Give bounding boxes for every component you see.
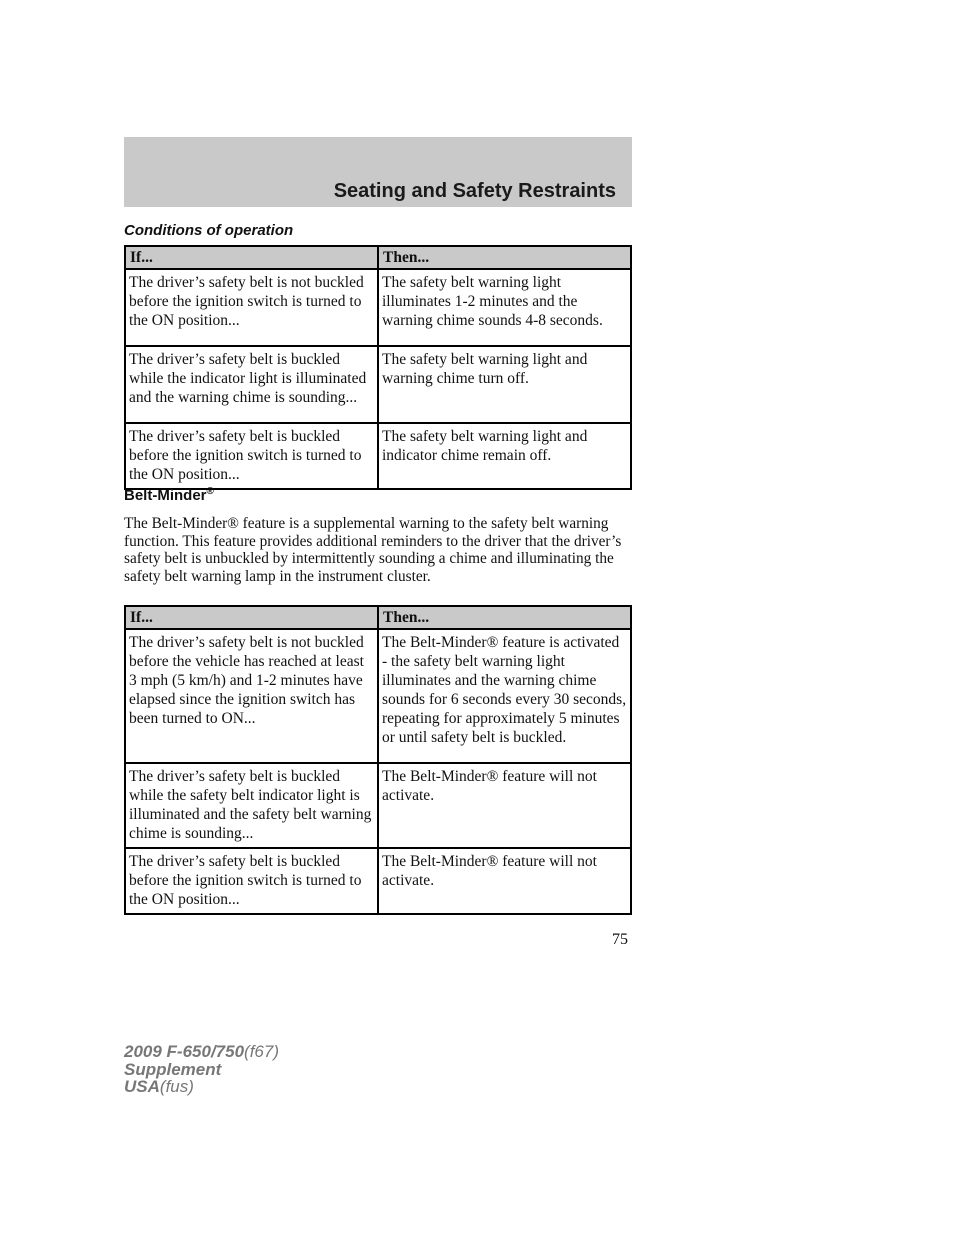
- table-row: [125, 848, 631, 914]
- belt-minder-heading: [124, 487, 214, 504]
- column-header-if: If...: [125, 246, 378, 269]
- footer-model-code: (f67): [244, 1042, 280, 1061]
- column-header-then: Then...: [378, 246, 631, 269]
- belt-minder-description: The Belt-Minder® feature is a supplemental warning to the safety belt warning function. This feature provides additional reminders to the driver that the driver’s safety belt is unbuckled by intermittently sounding a chime and illuminating the safety belt warning lamp in the instrument cluster.: [124, 515, 622, 585]
- footer-market: USA: [124, 1077, 160, 1096]
- footer-line-model: [124, 1043, 279, 1061]
- result-cell: The safety belt warning light and indicator chime remain off.: [378, 423, 631, 489]
- footer-line-supplement: Supplement: [124, 1059, 222, 1079]
- condition-cell: The driver’s safety belt is buckled while the indicator light is illuminated and the warning chime is sounding...: [125, 346, 378, 423]
- column-header-if: If...: [125, 606, 378, 629]
- page-number: 75: [612, 931, 628, 948]
- condition-cell: The driver’s safety belt is not buckled before the ignition switch is turned to the ON position...: [125, 269, 378, 346]
- conditions-heading: Conditions of operation: [124, 222, 294, 239]
- condition-cell: The driver’s safety belt is buckled before the ignition switch is turned to the ON position...: [125, 848, 378, 914]
- result-cell: The safety belt warning light illuminates 1-2 minutes and the warning chime sounds 4-8 seconds.: [378, 269, 631, 346]
- column-header-then: Then...: [378, 606, 631, 629]
- footer-market-code: (fus): [159, 1077, 194, 1096]
- footer: [124, 1043, 279, 1096]
- belt-minder-table: [124, 605, 632, 915]
- table-row: [125, 346, 631, 423]
- condition-cell: The driver’s safety belt is buckled while the safety belt indicator light is illuminated and the safety belt warning chime is sounding...: [125, 763, 378, 848]
- table-header-row: [125, 606, 631, 629]
- belt-minder-heading-text: Belt-Minder: [124, 487, 207, 504]
- result-cell: The Belt-Minder® feature is activated - the safety belt warning light illuminates and the warning chime sounds for 6 seconds every 30 seconds, repeating for approximately 5 minutes or until safety belt is buckled.: [378, 629, 631, 763]
- condition-cell: The driver’s safety belt is not buckled before the vehicle has reached at least 3 mph (5 km/h) and 1-2 minutes have elapsed since the ignition switch has been turned to ON...: [125, 629, 378, 763]
- header-band: [124, 137, 632, 207]
- table-header-row: [125, 246, 631, 269]
- table-row: [125, 269, 631, 346]
- footer-model: 2009 F-650/750: [124, 1042, 245, 1061]
- registered-mark: ®: [206, 486, 214, 497]
- table-row: [125, 423, 631, 489]
- result-cell: The Belt-Minder® feature will not activate.: [378, 848, 631, 914]
- result-cell: The Belt-Minder® feature will not activate.: [378, 763, 631, 848]
- section-title: Seating and Safety Restraints: [333, 180, 616, 202]
- condition-cell: The driver’s safety belt is buckled before the ignition switch is turned to the ON position...: [125, 423, 378, 489]
- result-cell: The safety belt warning light and warning chime turn off.: [378, 346, 631, 423]
- footer-line-market: [124, 1078, 279, 1096]
- table-row: [125, 763, 631, 848]
- table-row: [125, 629, 631, 763]
- conditions-table: [124, 245, 632, 490]
